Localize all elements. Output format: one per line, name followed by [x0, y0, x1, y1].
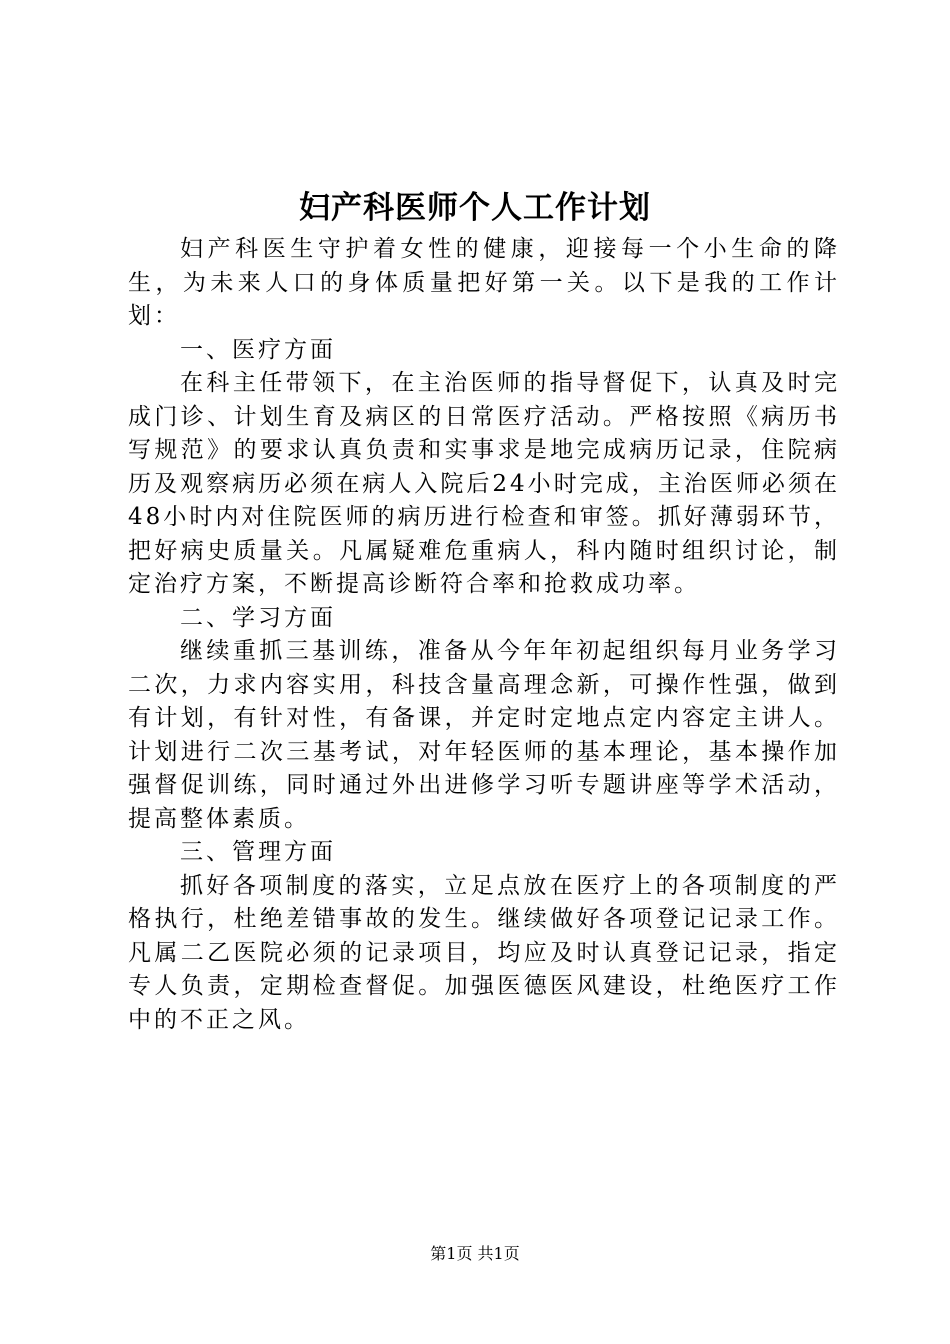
section-heading-management: 三、管理方面: [180, 839, 336, 865]
study-paragraph: 继续重抓三基训练，准备从今年年初起组织每月业务学习二次，力求内容实用，科技含量高理念新，可操作性强，做到有计划，有针对性，有备课，并定时定地点定内容定主讲人。计划进行二次三基考试，对年轻医师的基本理论，基本操作加强督促训练，同时通过外出进修学习听专题讲座等学术活动，提高整体素质。: [128, 638, 840, 832]
management-paragraph: 抓好各项制度的落实，立足点放在医疗上的各项制度的严格执行，杜绝差错事故的发生。继续做好各项登记记录工作。凡属二乙医院必须的记录项目，均应及时认真登记记录，指定专人负责，定期检查督促。加强医德医风建设，杜绝医疗工作中的不正之风。: [128, 872, 840, 1033]
page-number-footer: 第1页 共1页: [430, 1244, 520, 1263]
section-heading-study: 二、学习方面: [180, 604, 336, 631]
intro-paragraph: 妇产科医生守护着女性的健康，迎接每一个小生命的降生，为未来人口的身体质量把好第一关。以下是我的工作计划：: [128, 236, 840, 329]
medical-paragraph: 在科主任带领下，在主治医师的指导督促下，认真及时完成门诊、计划生育及病区的日常医疗活动。严格按照《病历书写规范》的要求认真负责和实事求是地完成病历记录，住院病历及观察病历必须在病人入院后24小时完成，主治医师必须在48小时内对住院医师的病历进行检查和审签。抓好薄弱环节，把好病史质量关。凡属疑难危重病人，科内随时组织讨论，制定治疗方案，不断提高诊断符合率和抢救成功率。: [128, 370, 840, 597]
section-heading-medical: 一、医疗方面: [180, 336, 336, 363]
document-body: [128, 233, 840, 1037]
document-title: 妇产科医师个人工作计划: [299, 190, 651, 226]
